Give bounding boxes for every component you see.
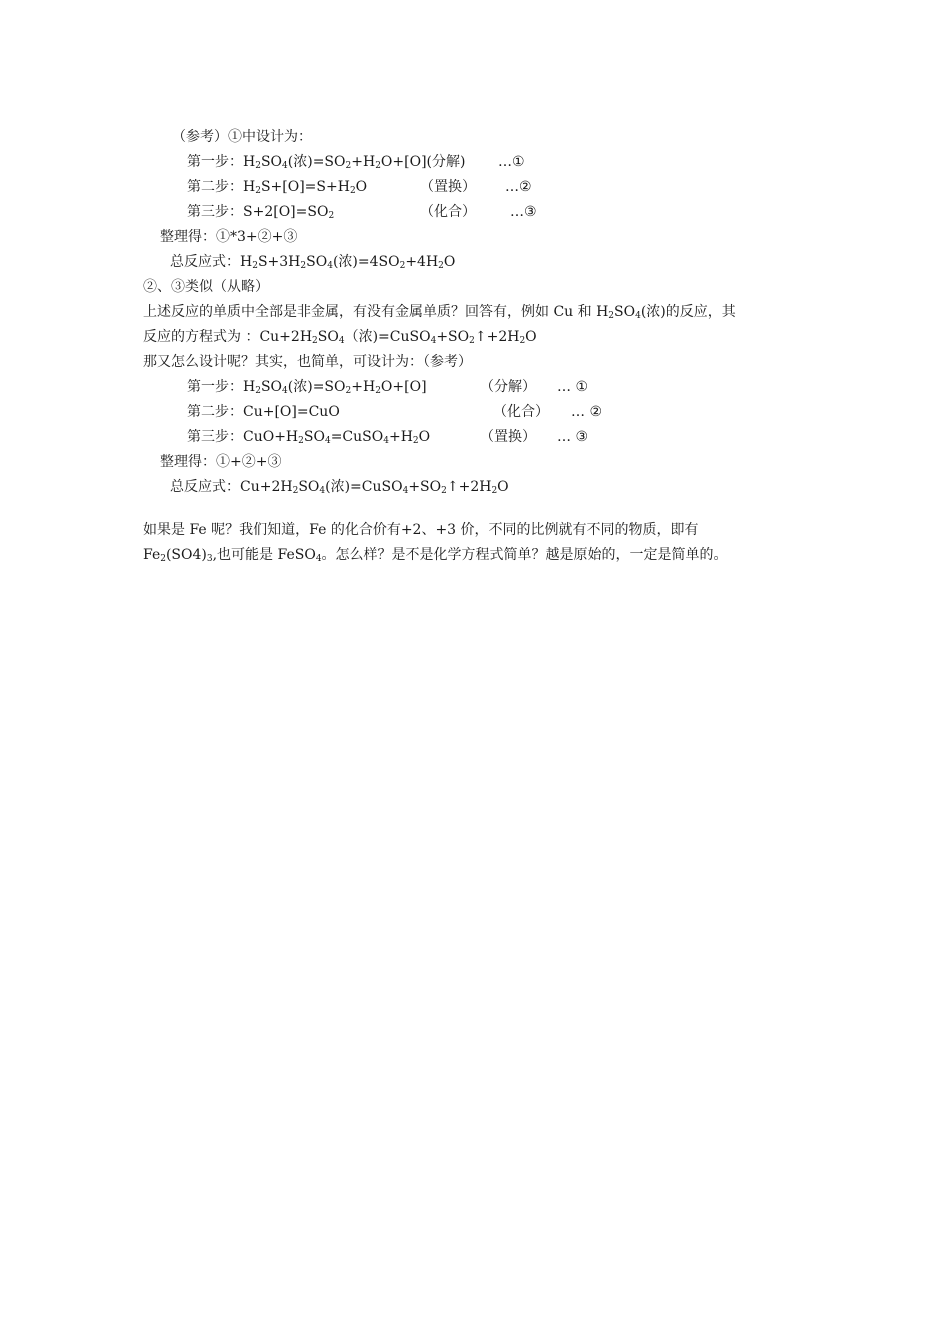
section1-step3 bbox=[187, 202, 334, 222]
paragraph-metal-line1: 上述反应的单质中全部是非金属，有没有金属单质？回答有，例如 Cu 和 $H_2SO_4$(浓)的反应，其 bbox=[143, 304, 736, 321]
step-label: 第三步： bbox=[187, 204, 243, 220]
step-label: 第三步： bbox=[187, 429, 243, 445]
step-label: 第二步： bbox=[187, 179, 243, 195]
step-mark: …③ bbox=[510, 204, 537, 220]
section1-total bbox=[170, 252, 455, 272]
step-type: （置换） bbox=[480, 429, 536, 445]
section2-arrange: 整理得：①+②+③ bbox=[160, 454, 282, 470]
step3-equation: $S+2[O]=SO_2$ bbox=[243, 204, 335, 221]
step-label: 第二步： bbox=[187, 404, 243, 420]
section1-step2 bbox=[187, 177, 367, 197]
step-mark: …② bbox=[505, 179, 532, 195]
section1-arrange: 整理得：①*3+②+③ bbox=[160, 229, 298, 245]
step-type: （置换） bbox=[420, 179, 476, 195]
step-mark: …① bbox=[498, 154, 525, 170]
total-label: 总反应式： bbox=[170, 254, 240, 270]
step1-equation: $H_2SO_4$(浓)$=SO_2+H_2O+[O]$ bbox=[243, 379, 427, 396]
step-type: (分解) bbox=[426, 154, 466, 170]
step2-equation: $H_2S+[O]=S+H_2O$ bbox=[243, 179, 368, 196]
step-mark: … ② bbox=[571, 404, 603, 420]
paragraph-metal-line2: 反应的方程式为 ：$Cu+2H_2SO_4$（浓)$=CuSO_4+SO_2↑+2H_2O$ bbox=[143, 329, 537, 346]
step-mark: … ① bbox=[557, 379, 589, 395]
section1-intro: （参考）①中设计为： bbox=[172, 129, 312, 145]
section2-step3 bbox=[187, 427, 430, 447]
step1-equation: $H_2SO_4$(浓)$=SO_2+H_2O+[O]$ bbox=[243, 154, 427, 171]
step-type: （化合） bbox=[493, 404, 549, 420]
step2-equation: Cu+[O]=CuO bbox=[243, 404, 340, 420]
step3-equation: $CuO+H_2SO_4=CuSO_4+H_2O$ bbox=[243, 429, 431, 446]
paragraph-fe-line2: $Fe_2(SO4)_3$,也可能是 FeSO$_4$。怎么样？是不是化学方程式简单？越是原始的，一定是简单的。 bbox=[143, 547, 728, 564]
step-mark: … ③ bbox=[557, 429, 589, 445]
step-type: （分解） bbox=[480, 379, 536, 395]
section2-step2 bbox=[187, 402, 340, 422]
step-label: 第一步： bbox=[187, 379, 243, 395]
total-label: 总反应式： bbox=[170, 479, 240, 495]
step-type: （化合） bbox=[420, 204, 476, 220]
step-label: 第一步： bbox=[187, 154, 243, 170]
paragraph-fe-line1: 如果是 Fe 呢？我们知道，Fe 的化合价有+2、+3 价，不同的比例就有不同的物质，即有 bbox=[143, 522, 699, 538]
total-equation: $Cu+2H_2SO_4$(浓)$=CuSO_4+SO_2↑+2H_2O$ bbox=[240, 479, 509, 496]
section2-step1 bbox=[187, 377, 427, 397]
section1-step1 bbox=[187, 152, 465, 172]
section2-total bbox=[170, 477, 509, 497]
total-equation: $H_2S+3H_2SO_4$(浓)$=4SO_2+4H_2O$ bbox=[240, 254, 456, 271]
paragraph-design: 那又怎么设计呢？其实，也简单，可设计为：（参考） bbox=[143, 354, 472, 370]
similar-note: ②、③类似（从略） bbox=[143, 279, 269, 295]
